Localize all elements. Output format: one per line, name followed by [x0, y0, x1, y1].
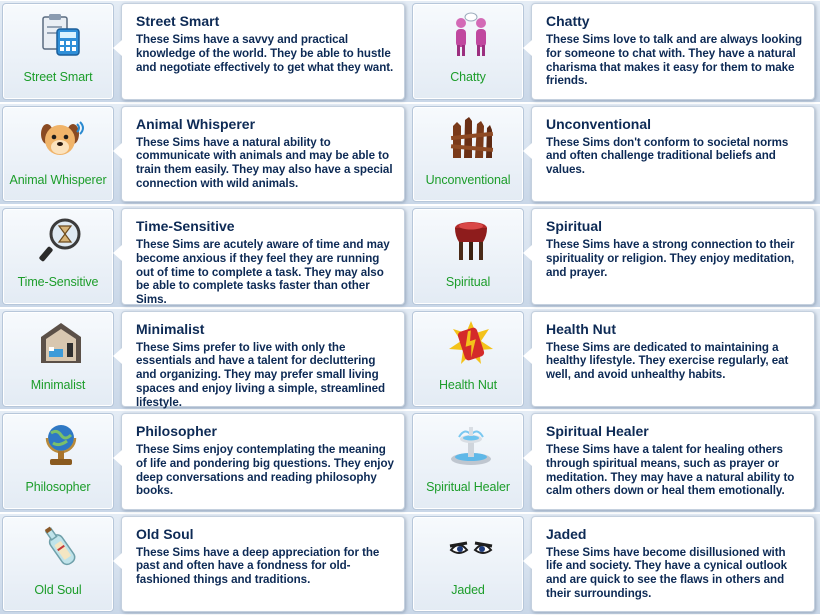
trait-health-nut[interactable]: [410, 308, 820, 411]
trait-title: Old Soul: [136, 525, 194, 542]
trait-description-card: [531, 413, 815, 510]
trait-description: These Sims have a natural ability to communicate with animals and may be able to train them easily. They may also have a special connection with wild animals.: [136, 135, 393, 190]
trait-description: These Sims have a talent for healing others through spiritual means, such as prayer or meditation. They may have a natural ability to calm others down or heal them emotionally.: [546, 443, 795, 498]
trait-chatty[interactable]: [410, 0, 820, 103]
trait-icon-box[interactable]: [412, 413, 524, 510]
trait-title: Spiritual Healer: [546, 423, 649, 439]
trait-title: Unconventional: [546, 115, 652, 132]
calculator-clipboard-icon: [37, 11, 85, 59]
trait-description-card: [531, 516, 815, 613]
trait-title: Jaded: [546, 525, 587, 542]
trait-name-label: Philosopher: [25, 480, 91, 494]
trait-spiritual[interactable]: [410, 205, 820, 308]
energy-drink-icon: [447, 319, 495, 367]
trait-description: These Sims are dedicated to maintaining a healthy lifestyle. They exercise regularly, eat well, and avoid unhealthy habits.: [546, 340, 789, 382]
trait-description: These Sims have a deep appreciation for the past and often have a fondness for old-fashioned things and traditions.: [136, 545, 380, 587]
trait-description-card: [121, 413, 405, 510]
trait-spiritual-healer[interactable]: [410, 410, 820, 513]
trait-icon-box[interactable]: [412, 208, 524, 305]
trait-name-label: Health Nut: [438, 377, 498, 392]
trait-description: These Sims enjoy contemplating the meaning of life and pondering big questions. They enjoy deep conversations and reading philosophy books.: [136, 443, 394, 498]
trait-unconventional[interactable]: [410, 103, 820, 206]
trait-name-label: Chatty: [450, 70, 486, 84]
trait-name-label: Spiritual Healer: [426, 480, 510, 494]
altar-table-icon: [447, 216, 495, 264]
trait-description-card: [121, 208, 405, 305]
trait-description: These Sims love to talk and are always looking for someone to chat with. They have a natural charisma that makes it easy for them to make friends.: [546, 33, 803, 88]
trait-title: Health Nut: [546, 320, 616, 337]
trait-name-label: Unconventional: [425, 172, 511, 187]
trait-title: Minimalist: [136, 320, 205, 337]
trait-icon-box[interactable]: [412, 311, 524, 408]
trait-name-label: Animal Whisperer: [9, 172, 107, 187]
trait-description-card: [121, 311, 405, 408]
trait-name-label: Old Soul: [34, 582, 82, 597]
trait-time-sensitive[interactable]: [0, 205, 410, 308]
trait-description-card: [531, 106, 815, 203]
trait-icon-box[interactable]: [2, 106, 114, 203]
message-bottle-icon: [37, 524, 85, 572]
trait-description: These Sims have a strong connection to their spirituality or religion. They enjoy meditation, and prayer.: [546, 238, 795, 279]
tired-eyes-icon: [447, 524, 495, 572]
dog-icon: [37, 114, 85, 162]
trait-description-card: [531, 3, 815, 100]
trait-street-smart[interactable]: [0, 0, 410, 103]
trait-icon-box[interactable]: [2, 413, 114, 510]
trait-name-label: Minimalist: [30, 377, 86, 392]
trait-animal-whisperer[interactable]: [0, 103, 410, 206]
trait-title: Philosopher: [136, 423, 217, 439]
trait-title: Chatty: [546, 13, 590, 29]
trait-description: These Sims have a savvy and practical knowledge of the world. They be able to hustle and negotiate effectively to get what they want.: [136, 33, 394, 74]
trait-description-card: [121, 106, 405, 203]
trait-jaded[interactable]: [410, 513, 820, 615]
trait-name-label: Street Smart: [23, 70, 93, 84]
trait-description: These Sims prefer to live with only the essentials and have a talent for decluttering and organizing. They may prefer small living spaces and enjoy living a simple, streamlined lifestyle.: [136, 340, 386, 409]
trait-description: These Sims have become disillusioned with life and society. They have a cynical outlook and are quick to see the flaws in others and their surroundings.: [546, 545, 788, 600]
trait-icon-box[interactable]: [412, 3, 524, 100]
trait-philosopher[interactable]: [0, 410, 410, 513]
trait-title: Animal Whisperer: [136, 115, 256, 132]
trait-title: Street Smart: [136, 13, 220, 29]
trait-description-card: [121, 3, 405, 100]
trait-icon-box[interactable]: [2, 208, 114, 305]
trait-name-label: Time-Sensitive: [17, 275, 99, 289]
trait-old-soul[interactable]: [0, 513, 410, 615]
trait-name-label: Jaded: [451, 582, 485, 597]
fountain-icon: [447, 421, 495, 469]
trait-name-label: Spiritual: [445, 275, 491, 289]
trait-description-card: [531, 208, 815, 305]
trait-minimalist[interactable]: [0, 308, 410, 411]
trait-description: These Sims are acutely aware of time and may become anxious if they feel they are running out of time to complete a task. They may also be able to complete tasks faster than other Sims.: [136, 238, 390, 307]
globe-trophy-icon: [37, 421, 85, 469]
broken-fence-icon: [447, 114, 495, 162]
magnifier-hourglass-icon: [37, 216, 85, 264]
small-room-icon: [37, 319, 85, 367]
trait-icon-box[interactable]: [2, 516, 114, 613]
trait-description-card: [531, 311, 815, 408]
trait-icon-box[interactable]: [412, 516, 524, 613]
trait-icon-box[interactable]: [2, 3, 114, 100]
trait-description: These Sims don't conform to societal norms and often challenge traditional beliefs and values.: [546, 135, 789, 177]
trait-description-card: [121, 516, 405, 613]
trait-icon-box[interactable]: [412, 106, 524, 203]
chatting-sims-icon: [447, 11, 495, 59]
trait-title: Spiritual: [546, 218, 603, 234]
trait-title: Time-Sensitive: [136, 218, 235, 234]
trait-icon-box[interactable]: [2, 311, 114, 408]
